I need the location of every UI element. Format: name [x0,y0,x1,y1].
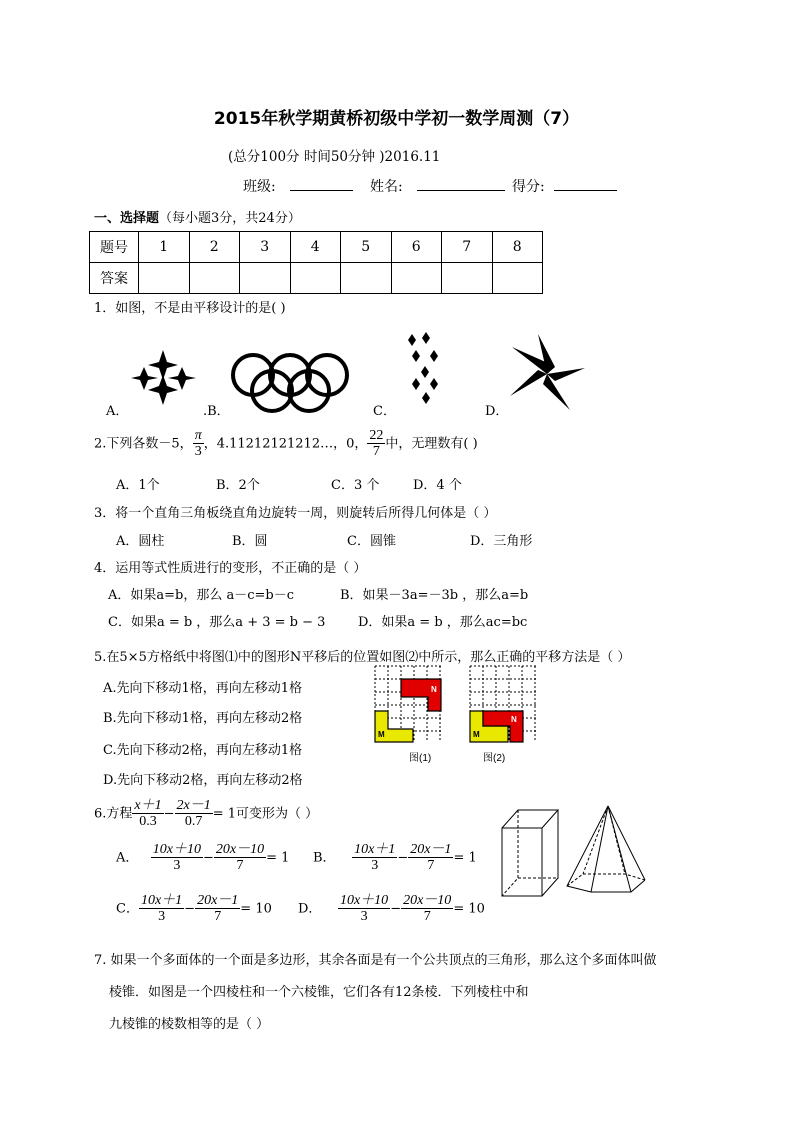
minus-sign: − [203,850,214,866]
rhs: = 10 [453,901,485,917]
q1-label-a: A． [106,404,129,419]
q2-prefix: 2.下列各数－5， [94,436,193,452]
q2-mid: ，4.11212121212…，0， [203,436,368,452]
q3-option-b: B．圆 [232,534,268,549]
numerator: 20x－10 [215,842,265,857]
label-m: M [473,730,480,739]
class-label: 班级: [243,179,276,195]
score-label: 得分: [512,179,545,195]
figure-b-rings [228,351,353,413]
denominator: 3 [158,909,166,925]
grid-figure-2 [468,664,538,742]
minus-sign: − [163,806,175,822]
numerator: 10x＋10 [339,893,389,908]
denominator: 3 [194,444,202,460]
pyramid-figure [563,802,648,894]
fig2-caption: 图(2) [483,753,506,764]
fraction [175,798,213,830]
fraction [352,842,397,874]
row-label-number: 题号 [90,232,139,263]
question-5: 5.在5×5方格纸中将图⑴中的图形N平移后的位置如图⑵中所示，那么正确的平移方法是（ ） [94,650,631,665]
q1-label-c: C． [373,404,396,419]
score-field[interactable] [554,176,617,191]
q2-option-a: A．1个 [116,478,160,493]
figure-a-stars [130,340,200,410]
question-7-line-2: 棱锥．如图是一个四棱柱和一个六棱锥，它们各有12条棱．下列棱柱中和 [109,985,529,1000]
row-label-answer: 答案 [90,263,139,294]
answer-cell[interactable] [240,263,291,294]
section-note: （每小题3分，共24分） [159,211,301,226]
q4-option-a: A．如果a=b，那么 a－c=b－c [108,588,295,603]
table-cell: 2 [189,232,240,263]
q1-label-d: D． [485,404,509,419]
q6-option-b [313,842,477,874]
q4-option-c: C．如果a = b ，那么a + 3 = b − 3 [108,615,326,630]
prism-figure [500,806,560,898]
name-label: 姓名: [370,179,403,195]
table-cell: 4 [290,232,341,263]
question-4: 4．运用等式性质进行的变形，不正确的是（ ） [94,561,367,576]
denominator: 7 [427,858,435,874]
minus-sign: − [390,901,402,917]
numerator: 10x＋1 [140,893,183,908]
denominator: 3 [173,858,181,874]
option-label: B． [313,850,336,866]
fraction [408,842,453,874]
table-cell: 3 [240,232,291,263]
denominator: 7 [236,858,244,874]
question-7-line-1: 7. 如果一个多面体的一个面是多边形，其余各面是有一个公共顶点的三角形，那么这个多面体叫做 [94,953,657,968]
name-field[interactable] [417,176,505,191]
rhs: = 10 [240,901,272,917]
answer-cell[interactable] [442,263,493,294]
rhs: = 1 [453,850,477,866]
section-heading [94,207,301,226]
q5-option-c: C.先向下移动2格，再向左移动1格 [103,743,303,758]
question-3: 3．将一个直角三角板绕直角边旋转一周，则旋转后所得几何体是（ ） [94,506,497,521]
q2-option-c: C．3 个 [331,478,380,493]
q4-option-d: D．如果a = b ，那么ac=bc [358,615,528,630]
denominator: 3 [371,858,379,874]
question-6 [94,798,318,830]
denominator: 0.3 [139,814,157,830]
answer-cell[interactable] [290,263,341,294]
answer-cell[interactable] [189,263,240,294]
question-7-line-3: 九棱锥的棱数相等的是（ ） [109,1017,270,1032]
fig1-caption: 图(1) [409,753,432,764]
fraction [151,842,203,874]
fraction-pi-over-3 [193,428,204,460]
q3-option-d: D．三角形 [470,534,533,549]
q2-suffix: 中，无理数有( ) [385,436,478,452]
q4-option-b: B．如果－3a=－3b ，那么a=b [340,588,529,603]
label-n: N [431,685,437,694]
option-label: A． [116,850,139,866]
table-row [90,263,543,294]
answer-cell[interactable] [341,263,392,294]
answer-cell[interactable] [139,263,190,294]
grid-figure-1 [373,664,443,742]
minus-sign: − [184,901,196,917]
numerator: x＋1 [134,798,162,813]
minus-sign: − [397,850,409,866]
q1-label-b: .B． [203,404,230,419]
rhs: = 1 [266,850,290,866]
equation-rhs: = 1 [212,806,237,822]
denominator: 7 [372,444,380,460]
numerator: 20x－1 [197,893,239,908]
fraction [214,842,266,874]
numerator: 10x＋1 [354,842,396,857]
q2-option-b: B．2个 [216,478,260,493]
denominator: 3 [360,909,368,925]
q6-prefix: 6.方程 [94,806,133,822]
table-cell: 5 [341,232,392,263]
fraction [401,893,453,925]
page-title: 2015年秋学期黄桥初级中学初一数学周测（7） [213,109,580,129]
fraction-22-over-7 [367,428,385,460]
exam-info: (总分100分 时间50分钟 )2016.11 [228,149,441,165]
denominator: 7 [423,909,431,925]
fraction [338,893,390,925]
label-n: N [511,715,517,724]
answer-cell[interactable] [391,263,442,294]
q6-option-d [298,893,485,925]
q5-option-a: A.先向下移动1格，再向左移动1格 [103,681,303,696]
numerator: 2x－1 [176,798,211,813]
numerator: 22 [369,428,384,443]
numerator: π [194,428,202,443]
class-field[interactable] [290,176,353,191]
q3-option-a: A．圆柱 [116,534,165,549]
fraction [139,893,184,925]
q5-option-b: B.先向下移动1格，再向左移动2格 [103,711,303,726]
question-2 [94,428,478,460]
table-cell: 7 [442,232,493,263]
q6-option-a [116,842,289,874]
q2-option-d: D．4 个 [413,478,462,493]
section-title: 一、选择题 [94,211,160,226]
figure-c-diamonds [398,322,460,410]
table-cell: 6 [391,232,442,263]
table-cell: 8 [492,232,543,263]
fraction [132,798,163,830]
option-label: C． [116,901,139,917]
numerator: 10x＋10 [152,842,202,857]
numerator: 20x－1 [410,842,452,857]
question-1: 1．如图，不是由平移设计的是( ) [94,301,286,316]
table-cell: 1 [139,232,190,263]
denominator: 7 [214,909,222,925]
answer-cell[interactable] [492,263,543,294]
figure-d-pinwheel [510,334,588,412]
denominator: 0.7 [184,814,203,830]
answer-table [89,231,543,294]
q3-option-c: C．圆锥 [347,534,396,549]
q6-suffix: 可变形为（ ） [236,806,319,822]
q5-option-d: D.先向下移动2格，再向左移动2格 [103,773,303,788]
numerator: 20x－10 [403,893,452,908]
fraction [195,893,240,925]
q6-option-c [116,893,272,925]
label-m: M [378,730,385,739]
option-label: D． [298,901,322,917]
table-row [90,232,543,263]
